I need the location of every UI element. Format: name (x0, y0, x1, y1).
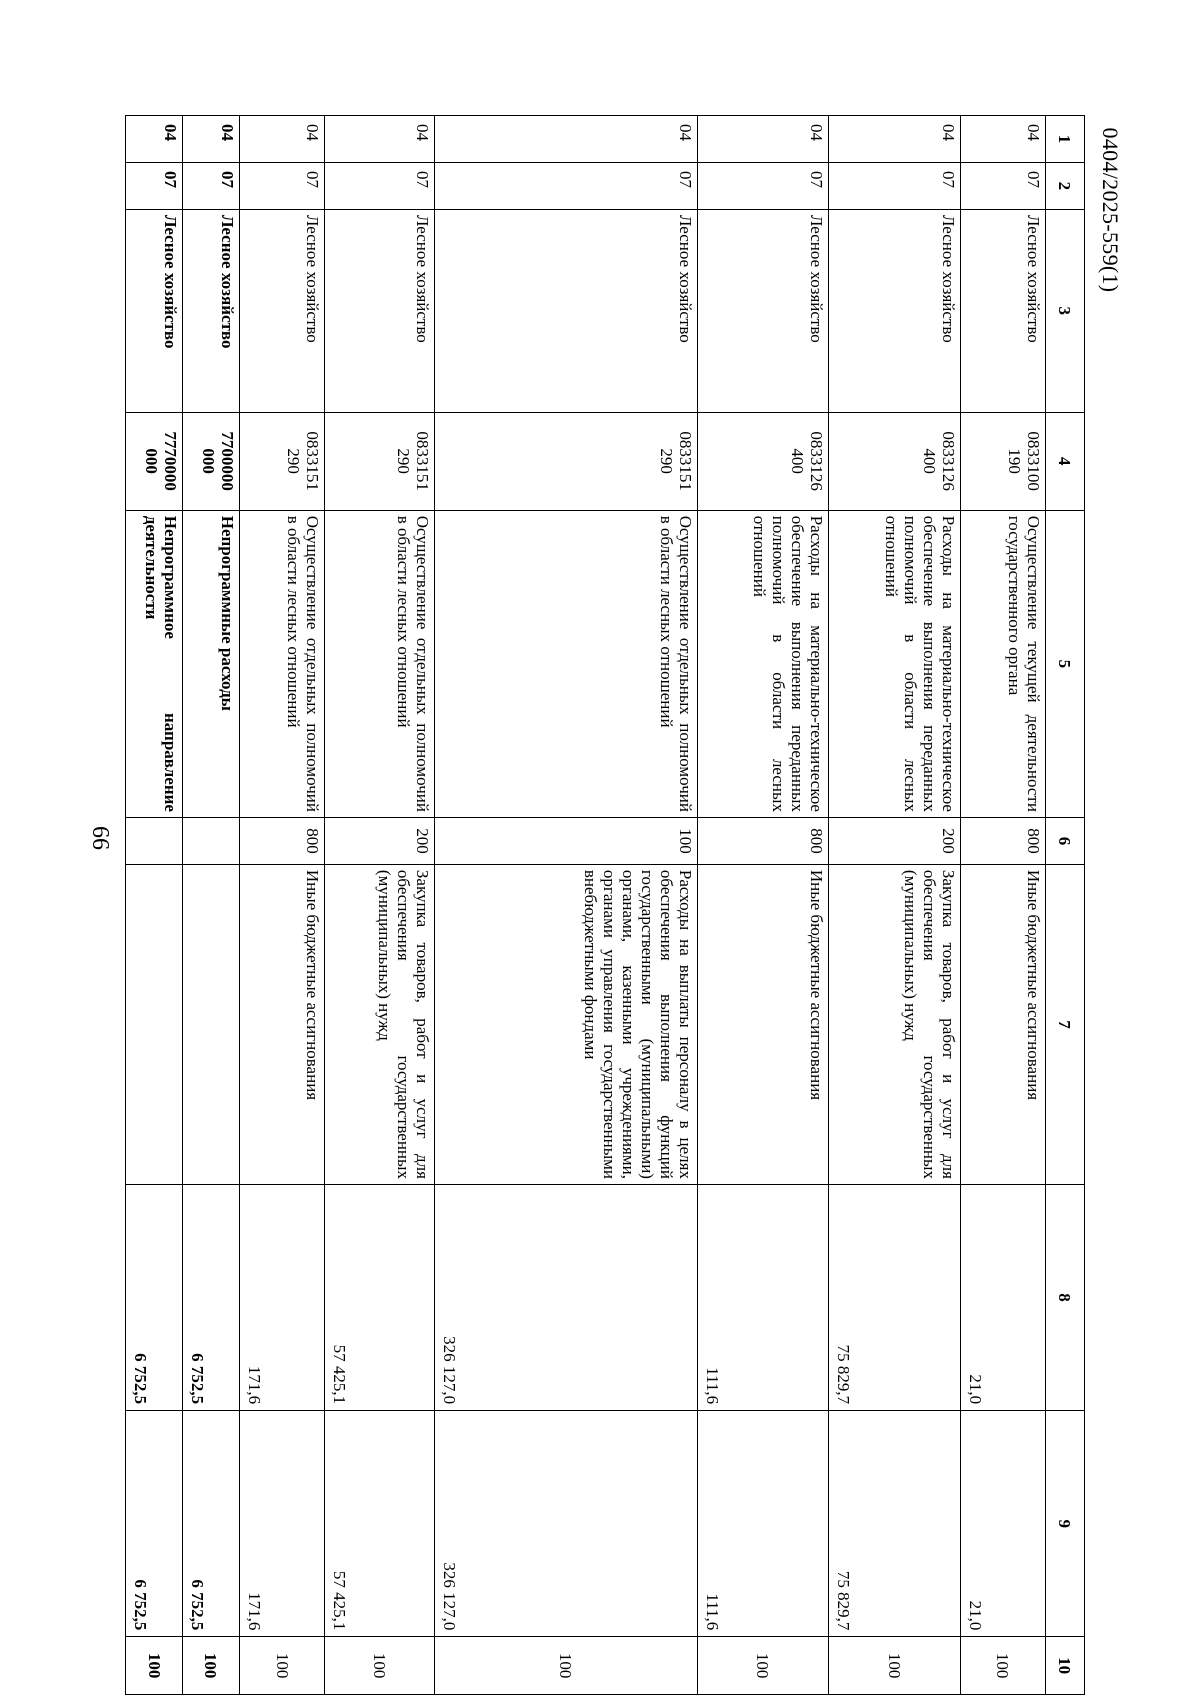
section-code-cell: 04 (960, 116, 1045, 163)
col-header: 10 (1046, 1637, 1085, 1695)
expense-type-code-cell: 800 (960, 817, 1045, 864)
header-row (1046, 116, 1085, 1695)
section-name-cell: Лесное хозяйство (697, 209, 828, 412)
article-name-cell: Осуществление текущей деятельности государственного органа (960, 510, 1045, 817)
table-row (126, 116, 183, 1695)
execution-percent-cell: 100 (126, 1637, 183, 1695)
section-name-cell: Лесное хозяйство (960, 209, 1045, 412)
execution-percent-cell: 100 (239, 1637, 324, 1695)
section-code-cell: 04 (183, 116, 240, 163)
target-article-cell: 0833126 400 (697, 412, 828, 510)
executed-amount-cell: 6 752,5 (183, 1411, 240, 1637)
col-header: 7 (1046, 864, 1085, 1184)
executed-amount-cell: 57 425,1 (325, 1411, 435, 1637)
target-article-cell: 0833126 400 (829, 412, 960, 510)
section-name-cell: Лесное хозяйство (434, 209, 697, 412)
subsection-code-cell: 07 (960, 162, 1045, 209)
table-row (434, 116, 697, 1695)
article-name-cell: Непрограммное направление деятельности (126, 510, 183, 817)
approved-amount-cell: 57 425,1 (325, 1184, 435, 1410)
article-name-cell: Осуществление отдельных полномочий в области лесных отношений (239, 510, 324, 817)
expense-type-code-cell: 100 (434, 817, 697, 864)
expense-type-name-cell: Закупка товаров, работ и услуг для обеспечения государственных (муниципальных) нужд (325, 864, 435, 1184)
subsection-code-cell: 07 (183, 162, 240, 209)
executed-amount-cell: 171,6 (239, 1411, 324, 1637)
execution-percent-cell: 100 (697, 1637, 828, 1695)
section-name-cell: Лесное хозяйство (239, 209, 324, 412)
executed-amount-cell: 75 829,7 (829, 1411, 960, 1637)
approved-amount-cell: 21,0 (960, 1184, 1045, 1410)
approved-amount-cell: 75 829,7 (829, 1184, 960, 1410)
approved-amount-cell: 111,6 (697, 1184, 828, 1410)
approved-amount-cell: 6 752,5 (126, 1184, 183, 1410)
execution-percent-cell: 100 (325, 1637, 435, 1695)
article-name-cell: Осуществление отдельных полномочий в области лесных отношений (325, 510, 435, 817)
article-name-cell: Непрограммные расходы (183, 510, 240, 817)
subsection-code-cell: 07 (126, 162, 183, 209)
budget-table-container (125, 115, 1085, 1695)
expense-type-name-cell: Закупка товаров, работ и услуг для обеспечения государственных (муниципальных) нужд (829, 864, 960, 1184)
col-header: 1 (1046, 116, 1085, 163)
col-header: 9 (1046, 1411, 1085, 1637)
subsection-code-cell: 07 (239, 162, 324, 209)
page-number: 66 (87, 826, 113, 850)
approved-amount-cell: 326 127,0 (434, 1184, 697, 1410)
section-name-cell: Лесное хозяйство (126, 209, 183, 412)
target-article-cell: 0833151 290 (239, 412, 324, 510)
section-code-cell: 04 (126, 116, 183, 163)
expense-type-code-cell (183, 817, 240, 864)
article-name-cell: Расходы на материально-техническое обеспечение выполнения переданных полномочий в области лесных отношений (829, 510, 960, 817)
expense-type-name-cell (126, 864, 183, 1184)
section-code-cell: 04 (697, 116, 828, 163)
budget-table (125, 115, 1085, 1695)
col-header: 3 (1046, 209, 1085, 412)
executed-amount-cell: 326 127,0 (434, 1411, 697, 1637)
section-code-cell: 04 (325, 116, 435, 163)
table-row (829, 116, 960, 1695)
executed-amount-cell: 111,6 (697, 1411, 828, 1637)
expense-type-code-cell: 800 (697, 817, 828, 864)
approved-amount-cell: 171,6 (239, 1184, 324, 1410)
expense-type-code-cell: 200 (325, 817, 435, 864)
expense-type-name-cell: Иные бюджетные ассигнования (960, 864, 1045, 1184)
expense-type-name-cell: Расходы на выплаты персоналу в целях обеспечения выполнения функций государственными (муниципальными) органами, казенными учреждениями, органами управления государственными внебюджетными фондами (434, 864, 697, 1184)
col-header: 8 (1046, 1184, 1085, 1410)
subsection-code-cell: 07 (829, 162, 960, 209)
expense-type-code-cell: 200 (829, 817, 960, 864)
table-row (697, 116, 828, 1695)
target-article-cell: 7700000 000 (183, 412, 240, 510)
expense-type-name-cell (183, 864, 240, 1184)
target-article-cell: 7770000 000 (126, 412, 183, 510)
section-name-cell: Лесное хозяйство (829, 209, 960, 412)
col-header: 5 (1046, 510, 1085, 817)
execution-percent-cell: 100 (434, 1637, 697, 1695)
execution-percent-cell: 100 (183, 1637, 240, 1695)
table-row (183, 116, 240, 1695)
target-article-cell: 0833100 190 (960, 412, 1045, 510)
section-code-cell: 04 (434, 116, 697, 163)
table-row (239, 116, 324, 1695)
article-name-cell: Осуществление отдельных полномочий в области лесных отношений (434, 510, 697, 817)
section-code-cell: 04 (239, 116, 324, 163)
col-header: 2 (1046, 162, 1085, 209)
target-article-cell: 0833151 290 (325, 412, 435, 510)
approved-amount-cell: 6 752,5 (183, 1184, 240, 1410)
table-body (126, 116, 1046, 1695)
col-header: 6 (1046, 817, 1085, 864)
subsection-code-cell: 07 (697, 162, 828, 209)
article-name-cell: Расходы на материально-техническое обеспечение выполнения переданных полномочий в области лесных отношений (697, 510, 828, 817)
expense-type-code-cell: 800 (239, 817, 324, 864)
document-code: 0404/2025-559(1) (1098, 127, 1123, 293)
expense-type-name-cell: Иные бюджетные ассигнования (697, 864, 828, 1184)
table-row (325, 116, 435, 1695)
target-article-cell: 0833151 290 (434, 412, 697, 510)
section-name-cell: Лесное хозяйство (183, 209, 240, 412)
section-name-cell: Лесное хозяйство (325, 209, 435, 412)
expense-type-code-cell (126, 817, 183, 864)
expense-type-name-cell: Иные бюджетные ассигнования (239, 864, 324, 1184)
executed-amount-cell: 6 752,5 (126, 1411, 183, 1637)
subsection-code-cell: 07 (434, 162, 697, 209)
subsection-code-cell: 07 (325, 162, 435, 209)
execution-percent-cell: 100 (829, 1637, 960, 1695)
section-code-cell: 04 (829, 116, 960, 163)
col-header: 4 (1046, 412, 1085, 510)
executed-amount-cell: 21,0 (960, 1411, 1045, 1637)
execution-percent-cell: 100 (960, 1637, 1045, 1695)
table-row (960, 116, 1045, 1695)
